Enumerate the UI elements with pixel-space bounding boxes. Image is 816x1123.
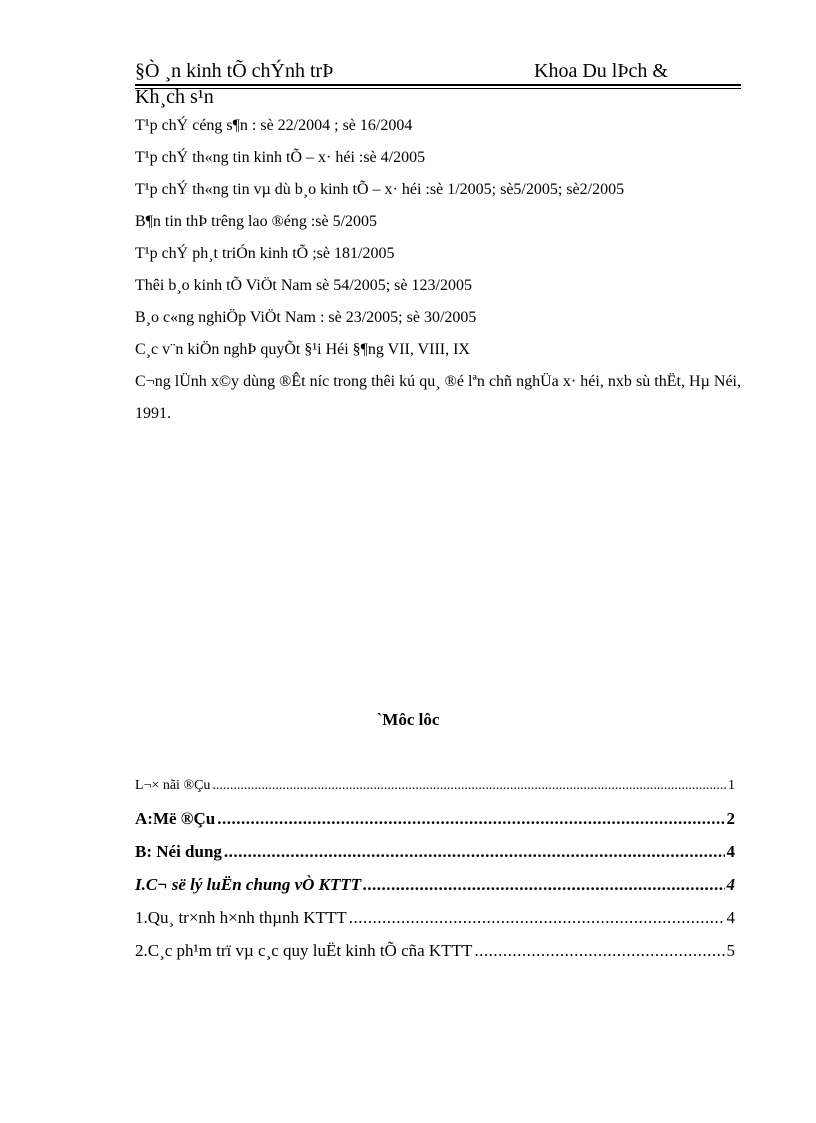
- reference-item: C¸c v¨n kiÖn nghÞ quyÕt §¹i Héi §¶ng VII, VIII, IX: [135, 341, 470, 358]
- toc-entry[interactable]: [135, 838, 735, 871]
- header-faculty: Khoa Du lÞch &: [534, 60, 668, 82]
- toc-leader-dots: [363, 871, 724, 899]
- reference-item: B¶n tin thÞ trêng lao ®éng :sè 5/2005: [135, 213, 378, 230]
- toc-entry-text: B: Néi dung: [135, 842, 222, 861]
- toc-entry[interactable]: [135, 904, 735, 937]
- toc-entry-text: 2.C¸c ph¹m trï vµ c¸c quy luËt kinh tÕ cña KTTT: [135, 941, 473, 960]
- toc-entry-page: 2: [726, 809, 735, 828]
- reference-item: T¹p chÝ ph¸t triÓn kinh tÕ ;sè 181/2005: [135, 245, 395, 262]
- reference-item: T¹p chÝ céng s¶n : sè 22/2004 ; sè 16/2004: [135, 117, 413, 134]
- toc-entry[interactable]: [135, 805, 735, 838]
- toc-entry[interactable]: [135, 937, 735, 970]
- header-faculty-continuation: Kh¸ch s¹n: [135, 86, 214, 108]
- reference-item: B¸o c«ng nghiÖp ViÖt Nam : sè 23/2005; sè 30/2005: [135, 309, 477, 326]
- toc-entry-text: I.C¬ së lý luËn chung vÒ KTTT: [135, 875, 362, 894]
- table-of-contents: [135, 772, 735, 970]
- reference-item: Thêi b¸o kinh tÕ ViÖt Nam sè 54/2005; sè 123/2005: [135, 277, 472, 294]
- toc-title: `Môc lôc: [376, 710, 440, 729]
- toc-leader-dots: [474, 937, 724, 965]
- toc-entry-text: 1.Qu¸ tr×nh h×nh thµnh KTTT: [135, 908, 347, 927]
- toc-leader-dots: [217, 805, 724, 833]
- toc-entry-page: 4: [726, 908, 735, 927]
- toc-leader-dots: [349, 904, 725, 932]
- toc-leader-dots: [212, 772, 726, 800]
- toc-entry[interactable]: [135, 871, 735, 904]
- toc-entry-page: 4: [726, 842, 735, 861]
- toc-entry[interactable]: [135, 772, 735, 805]
- toc-entry-text: A:Më ®Çu: [135, 809, 216, 828]
- reference-item: C¬ng lÜnh x©y dùng ®Êt níc trong thêi kú qu¸ ®é lªn chñ nghÜa x· héi, nxb sù thËt, Hµ Néi, 1991.: [135, 373, 741, 422]
- toc-entry-page: 4: [726, 875, 735, 894]
- header-course-title: §Ò ¸n kinh tÕ chÝnh trÞ: [135, 60, 334, 82]
- toc-leader-dots: [224, 838, 725, 866]
- reference-list: [135, 115, 741, 430]
- page-header: [135, 58, 741, 86]
- toc-entry-page: 5: [726, 941, 735, 960]
- reference-item: T¹p chÝ th«ng tin vµ dù b¸o kinh tÕ – x· héi :sè 1/2005; sè5/2005; sè2/2005: [135, 181, 625, 198]
- toc-entry-page: 1: [728, 778, 735, 793]
- toc-entry-text: L¬× nãi ®Çu: [135, 778, 211, 793]
- reference-item: T¹p chÝ th«ng tin kinh tÕ – x· héi :sè 4/2005: [135, 149, 426, 166]
